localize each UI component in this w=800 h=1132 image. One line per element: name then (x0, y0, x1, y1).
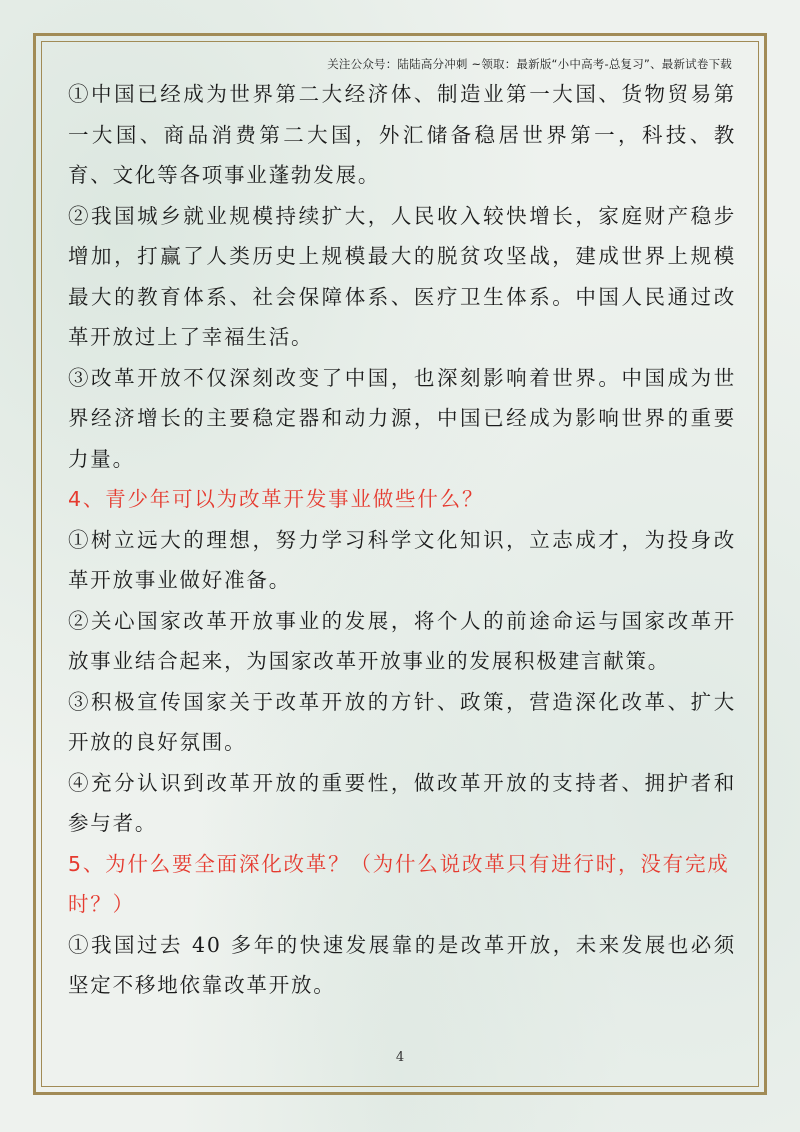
paragraph-economy-achievements: ①中国已经成为世界第二大经济体、制造业第一大国、货物贸易第一大国、商品消费第二大国，外汇储备稳居世界第一，科技、教育、文化等各项事业蓬勃发展。 (68, 82, 736, 187)
paragraph-reform-reliance: ①我国过去 40 多年的快速发展靠的是改革开放，未来发展也必须坚定不移地依靠改革开放。 (68, 932, 736, 997)
paragraph-youth-support: ④充分认识到改革开放的重要性，做改革开放的支持者、拥护者和参与者。 (68, 770, 736, 835)
paragraph-youth-promote: ③积极宣传国家关于改革开放的方针、政策，营造深化改革、扩大开放的良好氛围。 (68, 689, 736, 754)
paragraph-world-influence: ③改革开放不仅深刻改变了中国，也深刻影响着世界。中国成为世界经济增长的主要稳定器和动力源，中国已经成为影响世界的重要力量。 (68, 365, 736, 471)
section-heading-deepen-reform: 5、为什么要全面深化改革？（为什么说改革只有进行时，没有完成时？） (68, 851, 730, 916)
document-body (68, 74, 736, 1006)
paragraph-people-livelihood: ②我国城乡就业规模持续扩大，人民收入较快增长，家庭财产稳步增加，打赢了人类历史上规模最大的脱贫攻坚战，建成世界上规模最大的教育体系、社会保障体系、医疗卫生体系。中国人民通过改革开放过上了幸福生活。 (68, 203, 736, 349)
page-number: 4 (395, 1050, 405, 1065)
section-heading-youth: 4、青少年可以为改革开发事业做些什么？ (68, 487, 485, 511)
paragraph-youth-care: ②关心国家改革开放事业的发展，将个人的前途命运与国家改革开放事业结合起来，为国家改革开放事业的发展积极建言献策。 (68, 608, 736, 673)
header-note: 关注公众号：陆陆高分冲刺 ~领取：最新版“小中高考-总复习”、最新试卷下载 (327, 57, 732, 71)
paragraph-youth-ideals: ①树立远大的理想，努力学习科学文化知识，立志成才，为投身改革开放事业做好准备。 (68, 527, 736, 592)
